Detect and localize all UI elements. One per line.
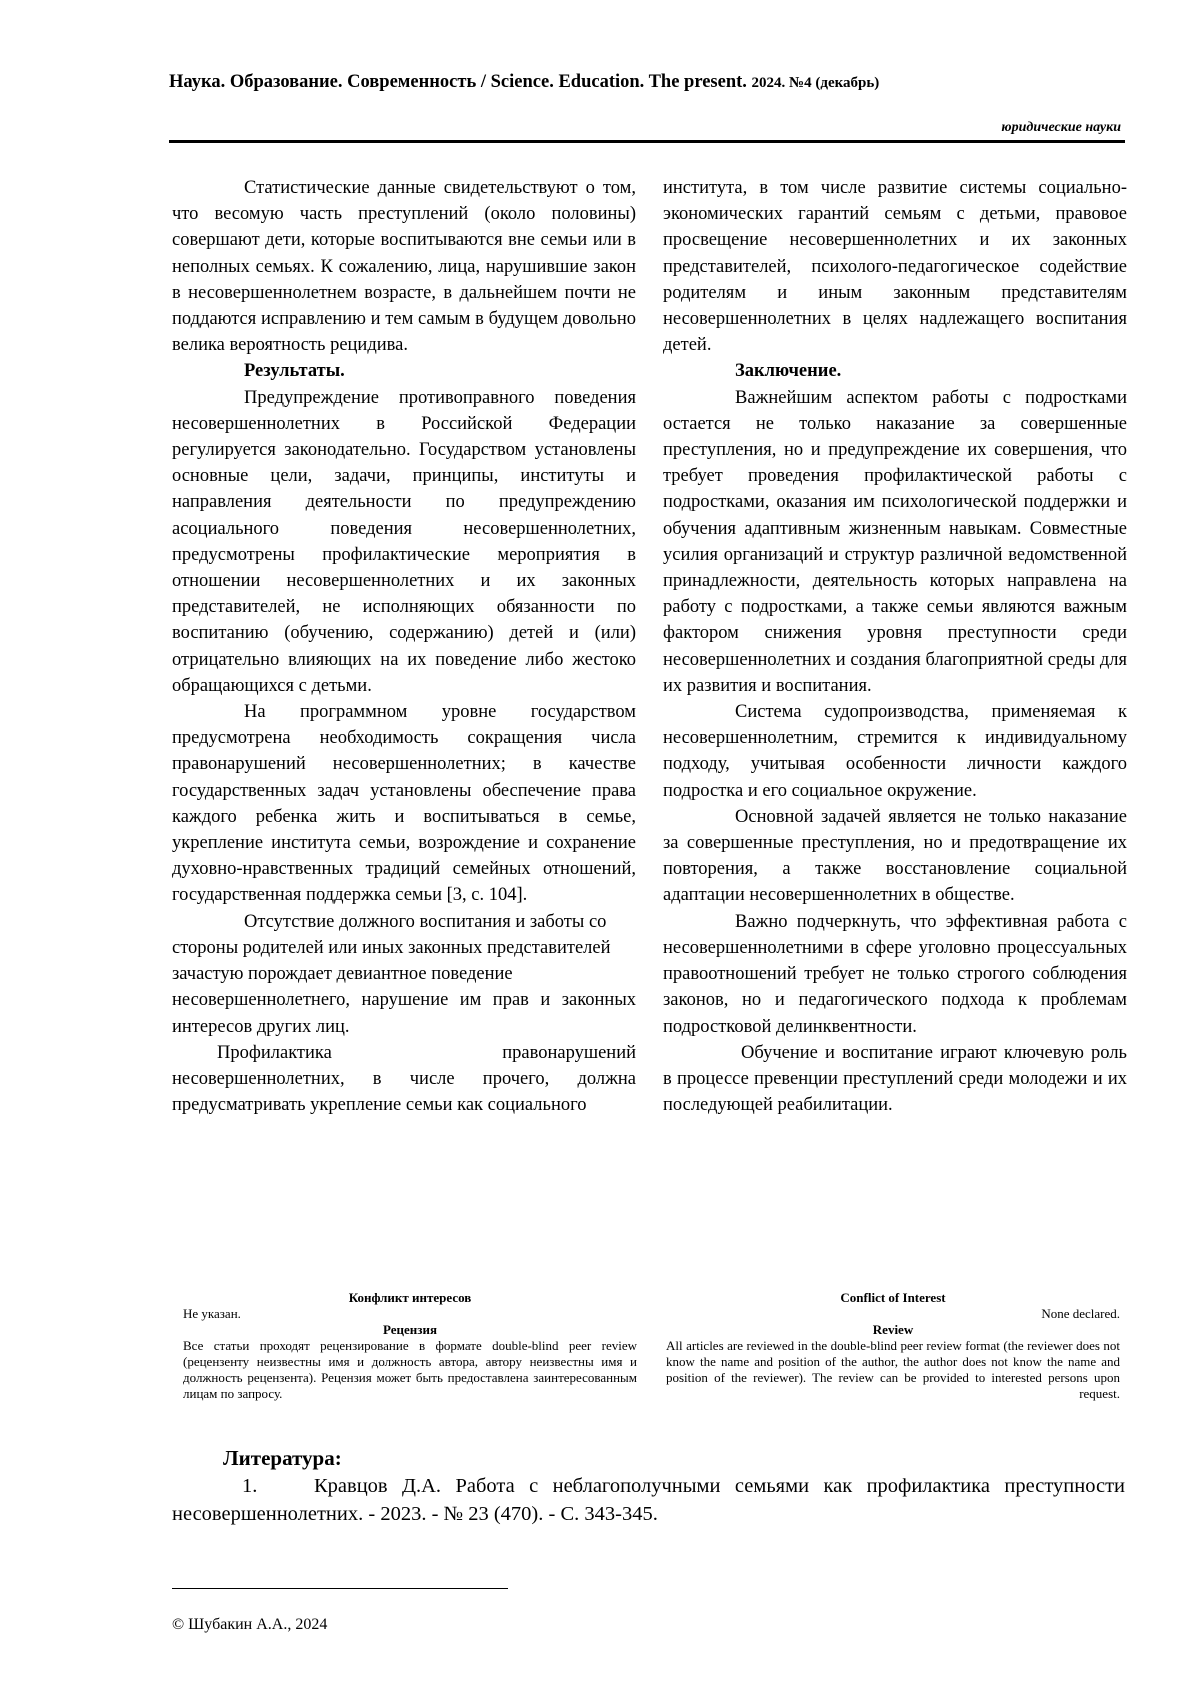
conflict-text-ru: Не указан. bbox=[183, 1306, 241, 1321]
literature-item-number: 1. bbox=[242, 1475, 258, 1497]
paragraph: Предупреждение противоправного поведения несовершеннолетних в Российской Федерации регулируется законодательно. Государством установлены основные цели, задачи, принципы, институты и направления деятельности по предупреждению асоциального поведения несовершеннолетних, предусмотрены профилактические мероприятия в отношении несовершеннолетних и их законных представителей, не исполняющих обязанности по воспитанию (обучению, содержанию) детей и (или) отрицательно влияющих на их поведение либо жестоко обращающихся с детьми. bbox=[172, 387, 636, 696]
copyright: © Шубакин А.А., 2024 bbox=[172, 1616, 328, 1633]
journal-header bbox=[169, 72, 1139, 93]
left-column bbox=[172, 175, 636, 1118]
section-label: юридические науки bbox=[1001, 120, 1121, 135]
issue-number: 2024. №4 (декабрь) bbox=[751, 75, 880, 91]
journal-title: Наука. Образование. Современность / Science. Education. The present. bbox=[169, 72, 747, 92]
literature-item-text: Кравцов Д.А. Работа с неблагополучными семьями как профилактика преступности несовершеннолетних. - 2023. - № 23 (470). - С. 343-345. bbox=[172, 1475, 1125, 1525]
paragraph: На программном уровне государством предусмотрена необходимость сокращения числа правонарушений несовершеннолетних; в качестве государственных задач установлены обеспечение права каждого ребенка жить и воспитываться в семье, укрепление института семьи, возрождение и сохранение духовно-нравственных традиций семейных отношений, государственная поддержка семьи [3, с. 104]. bbox=[172, 702, 636, 906]
paragraph: несовершеннолетнего, нарушение им прав и законных интересов других лиц. bbox=[172, 990, 636, 1037]
paragraph: Статистические данные свидетельствуют о том, что весомую часть преступлений (около половины) совершают дети, которые воспитываются вне семьи или в неполных семьях. К сожалению, лица, нарушившие закон в несовершеннолетнем возрасте, в дальнейшем почти не поддаются исправлению и тем самым в будущем довольно велика вероятность рецидива. bbox=[172, 178, 636, 356]
conflict-title-ru: Конфликт интересов bbox=[348, 1290, 472, 1305]
literature-item bbox=[172, 1472, 1125, 1528]
review-text-en: All articles are reviewed in the double-blind peer review format (the reviewer does not know the name and position of the author, the author does not know the name and position of the reviewer). The review can be provided to interested persons upon request. bbox=[666, 1338, 1120, 1401]
paragraph: Обучение и воспитание играют ключевую роль в процессе превенции преступлений среди молодежи и их последующей реабилитации. bbox=[663, 1042, 1127, 1116]
info-block-en bbox=[666, 1290, 1120, 1402]
right-column bbox=[663, 175, 1127, 1118]
paragraph: Основной задачей является не только наказание за совершенные преступления, но и предотвращение их повторения, а также восстановление социальной адаптации несовершеннолетних в обществе. bbox=[663, 806, 1127, 906]
conflict-title-en: Conflict of Interest bbox=[840, 1290, 946, 1305]
paragraph: Отсутствие должного воспитания и заботы со стороны родителей или иных законных представителей зачастую порождает девиантное поведение bbox=[172, 911, 611, 985]
paragraph: Важнейшим аспектом работы с подростками остается не только наказание за совершенные преступления, но и предупреждение их совершения, что требует проведения профилактической работы с подростками, оказания им психологической поддержки и обучения адаптивным жизненным навыкам. Совместные усилия организаций и структур различной ведомственной принадлежности, деятельность которых направлена на работу с подростками, а также семьи являются важным фактором снижения уровня преступности среди несовершеннолетних и создания благоприятной среды для их развития и воспитания. bbox=[663, 387, 1127, 696]
header-rule bbox=[169, 140, 1125, 143]
info-block-ru bbox=[183, 1290, 637, 1402]
paragraph: Профилактика правонарушений несовершеннолетних, в числе прочего, должна предусматривать укрепление семьи как социального bbox=[172, 1042, 636, 1116]
conflict-text-en: None declared. bbox=[1041, 1306, 1120, 1321]
review-title-en: Review bbox=[872, 1322, 914, 1337]
literature-title: Литература: bbox=[223, 1446, 342, 1470]
paragraph: института, в том числе развитие системы социально-экономических гарантий семьям с детьми, правовое просвещение несовершеннолетних и их законных представителей, психолого-педагогическое содействие родителям и иным законным представителям несовершеннолетних в целях надлежащего воспитания детей. bbox=[663, 178, 1127, 356]
footnote-rule bbox=[172, 1588, 508, 1589]
review-text-ru: Все статьи проходят рецензирование в формате double-blind peer review (рецензенту неизвестны имя и должность автора, автору неизвестны имя и должность рецензента). Рецензия может быть предоставлена заинтересованным лицам по запросу. bbox=[183, 1338, 637, 1401]
conclusion-heading: Заключение. bbox=[735, 361, 842, 382]
paragraph: Важно подчеркнуть, что эффективная работа с несовершеннолетними в сфере уголовно процессуальных правоотношений требует не только строгого соблюдения законов, но и педагогического подхода к проблемам подростковой делинквентности. bbox=[663, 911, 1127, 1037]
review-title-ru: Рецензия bbox=[382, 1322, 438, 1337]
paragraph: Система судопроизводства, применяемая к несовершеннолетним, стремится к индивидуальному подходу, учитывая особенности личности каждого подростка и его социальное окружение. bbox=[663, 702, 1127, 801]
results-heading: Результаты. bbox=[244, 361, 345, 382]
